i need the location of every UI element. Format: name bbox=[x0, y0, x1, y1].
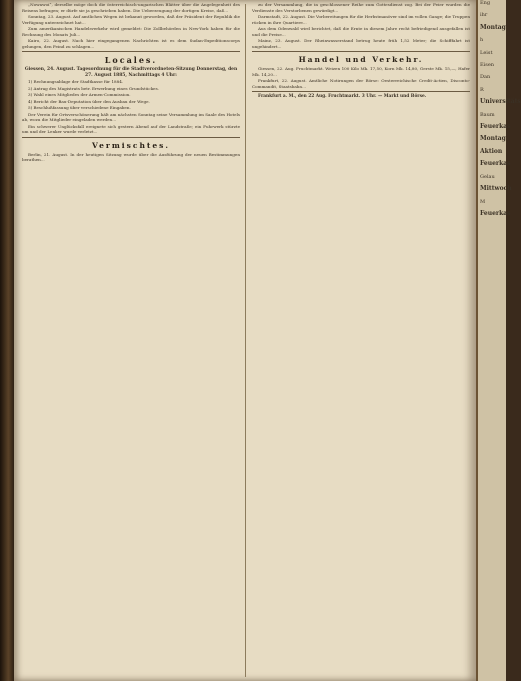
adjacent-page-fragment: R bbox=[480, 86, 484, 93]
newspaper-page bbox=[14, 0, 476, 681]
right-column bbox=[252, 2, 470, 681]
adjacent-page-fragment: h bbox=[480, 37, 484, 44]
article-paragraph: Mainz, 23. August. Der Rheinwasserstand betrug heute früh 1,52 Meter; die Schifffahrt ist ungehindert... bbox=[252, 38, 470, 49]
article-paragraph: Kairo, 22. August. Nach hier eingegangenen Nachrichten ist es dem Sudan-Expeditionscorps gelungen, den Feind zu schlagen... bbox=[22, 38, 240, 49]
section-rule bbox=[22, 51, 240, 52]
adjacent-page-fragment: Aktion bbox=[480, 147, 503, 155]
article-paragraph: Aus dem Odenwald wird berichtet, daß die Ernte in diesem Jahre recht befriedigend ausgefallen ist und die Preise... bbox=[252, 26, 470, 37]
adjacent-page-fragment: Mittwoch bbox=[480, 185, 512, 193]
article-paragraph: Zum amerikanischen Handelsverkehr wird gemeldet: Die Zollbehörden in New-York haben für die Rechnung des Monats Juli... bbox=[22, 26, 240, 37]
adjacent-page-fragment: Montag bbox=[480, 135, 506, 143]
agenda-item: 1) Rechnungsablage der Stadtkasse für 1884. bbox=[28, 79, 124, 84]
section-heading-trade: Handel und Verkehr. bbox=[298, 55, 424, 64]
adjacent-page-fragment: Gelau bbox=[480, 173, 495, 180]
left-column bbox=[22, 2, 240, 681]
book-spine bbox=[0, 0, 14, 681]
article-paragraph: Darmstadt, 22. August. Die Vorbereitungen für die Herbstmanöver sind im vollen Gange; die Truppen rücken in ihre Quartiere... bbox=[252, 14, 470, 25]
article-paragraph: Berlin, 21. August. In der heutigen Sitzung wurde über die Ausführung der neuen Bestimmungen berathen... bbox=[22, 151, 240, 162]
article-paragraph: Sonntag, 23. August. Auf amtlichen Wegen ist bekannt geworden, daß der Präsident der Republik die Verfügung unterzeichnet hat... bbox=[22, 14, 240, 25]
adjacent-page-fragment: Feuerkas bbox=[480, 209, 511, 217]
article-paragraph: Ein schwerer Unglücksfall ereignete sich gestern Abend auf der Landstraße; ein Fuhrwerk stürzte um und der Lenker wurde verletzt... bbox=[22, 123, 240, 134]
agenda-item: 2) Antrag des Magistrats betr. Erwerbung eines Grundstückes. bbox=[28, 85, 159, 91]
adjacent-page-fragment: Leist bbox=[480, 49, 493, 56]
section-rule bbox=[252, 91, 470, 92]
adjacent-page-fragment: Baum bbox=[480, 111, 495, 118]
agenda-item: 5) Beschlußfassung über verschiedene Eingaben. bbox=[28, 105, 131, 110]
adjacent-page-fragment: Dan bbox=[480, 74, 491, 81]
column-divider bbox=[245, 4, 246, 677]
section-heading-misc: Vermischtes. bbox=[92, 140, 170, 150]
adjacent-page-fragment: Montag bbox=[480, 23, 506, 31]
agenda-list bbox=[22, 79, 240, 111]
adjacent-page-fragment: Universitäts bbox=[480, 98, 521, 106]
article-paragraph: zu der Versammlung, die in geschlossener Reihe zum Gottesdienst zog. Bei der Feier wurden die Verdienste des Verstorbenen gewürdigt... bbox=[252, 2, 470, 13]
section-rule bbox=[252, 51, 470, 52]
adjacent-page-fragment: M bbox=[480, 198, 486, 205]
adjacent-page-text bbox=[478, 0, 521, 217]
adjacent-page-edge bbox=[476, 0, 521, 681]
article-paragraph: Der Verein für Ortsverschönerung hält am nächsten Sonntag seine Versammlung im Saale des Hotels ab, wozu die Mitglieder eingeladen werden... bbox=[22, 111, 240, 122]
article-paragraph: Frankfurt, 22. August. Amtliche Notirungen der Börse: Oesterreichische Credit-Actien, Disconto-Commandit, Staatsbahn... bbox=[252, 78, 470, 89]
agenda-item: 4) Bericht der Bau-Deputation über den Ausbau der Wege. bbox=[28, 98, 150, 104]
section-heading-local: Locales. bbox=[104, 55, 158, 65]
adjacent-page-fragment: Feuerkas bbox=[480, 123, 511, 131]
article-paragraph: Giessen, 22. Aug. Fruchtmarkt. Weizen 100 Kilo Mk. 17,50, Korn Mk. 14,80, Gerste Mk. 15,—, Hafer Mk. 14,20... bbox=[252, 66, 470, 77]
adjacent-page-fragment: Eng bbox=[480, 0, 491, 6]
section-rule bbox=[22, 137, 240, 138]
agenda-item: 3) Wahl eines Mitgliedes der Armen-Commission. bbox=[28, 92, 131, 97]
adjacent-page-fragment: Eisen bbox=[480, 62, 494, 69]
adjacent-page-fragment: Feuerkas bbox=[480, 160, 511, 168]
adjacent-page-fragment: ihr bbox=[480, 12, 488, 19]
local-agenda-line: Giessen, 24. August. Tagesordnung für die Stadtverordneten-Sitzung Donnerstag, den 27. August 1885, Nachmittags 4 Uhr: bbox=[24, 67, 238, 78]
footer-line: Frankfurt a. M., den 22 Aug. Fruchtmarkt. 3 Uhr. — Markt und Börse. bbox=[258, 94, 427, 99]
article-paragraph: „Nowawoi“, derselbe möge doch die österreichisch-ungarischen Blätter über die Angelegenheit des Reisens befragen; er dürfe sie ja geschrieben haben. Die Ueberzeugung der dortigen Kreise, daß... bbox=[22, 2, 240, 13]
